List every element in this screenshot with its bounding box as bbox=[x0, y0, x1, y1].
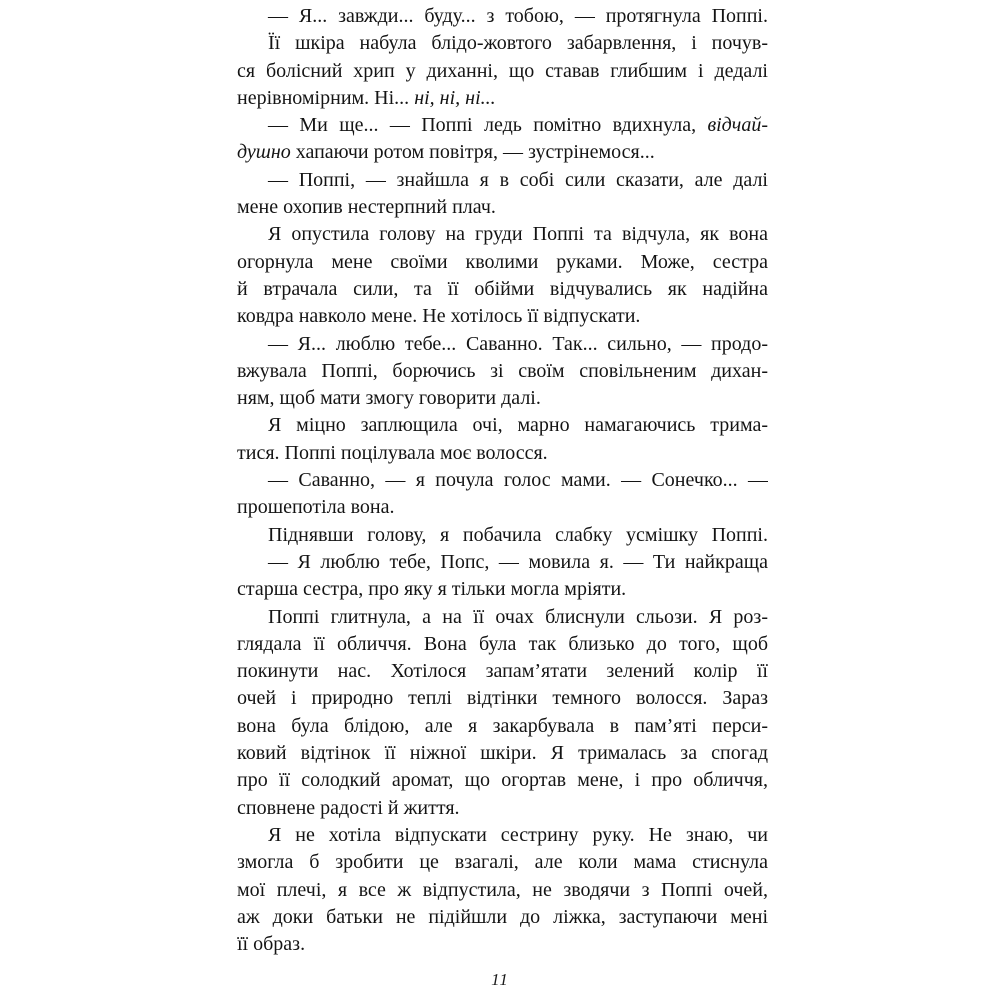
text-segment: старша сестра, про яку я тільки могла мріяти. bbox=[237, 578, 627, 601]
text-line bbox=[237, 412, 768, 439]
text-segment: ся болісний хрип у диханні, що ставав глибшим і дедалі bbox=[237, 59, 768, 82]
text-line bbox=[237, 385, 768, 412]
text-line bbox=[237, 849, 768, 876]
text-line bbox=[237, 30, 768, 57]
text-line bbox=[237, 931, 768, 958]
text-line bbox=[237, 795, 768, 822]
text-segment: Я не хотіла відпускати сестрину руку. Не знаю, чи bbox=[268, 823, 768, 846]
text-segment: Я міцно заплющила очі, марно намагаючись трима- bbox=[268, 414, 768, 437]
text-segment: змогла б зробити це взагалі, але коли мама стиснула bbox=[237, 851, 768, 874]
text-segment: про її солодкий аромат, що огортав мене, і про обличчя, bbox=[237, 769, 768, 792]
italic-text-segment: відчай- bbox=[707, 114, 768, 137]
text-segment: огорнула мене своїми кволими руками. Може, сестра bbox=[237, 250, 768, 273]
text-line bbox=[237, 85, 768, 112]
text-line bbox=[237, 522, 768, 549]
text-segment: мене охопив нестерпний плач. bbox=[237, 196, 496, 219]
text-segment: аж доки батьки не підійшли до ліжка, заступаючи мені bbox=[237, 905, 768, 928]
text-segment: глядала її обличчя. Вона була так близько до того, щоб bbox=[237, 632, 768, 655]
text-line bbox=[237, 112, 768, 139]
text-line bbox=[237, 358, 768, 385]
text-segment: мої плечі, я все ж відпустила, не зводячи з Поппі очей, bbox=[237, 878, 768, 901]
text-segment: — Я... завжди... буду... з тобою, — протягнула Поппі. bbox=[268, 5, 768, 27]
text-segment: — Ми ще... — Поппі ледь помітно вдихнула, bbox=[268, 114, 708, 137]
text-line bbox=[237, 467, 768, 494]
text-segment: нерівномірним. Ні... bbox=[237, 86, 415, 109]
italic-text-segment: ні, ні, ні... bbox=[414, 86, 496, 109]
page-number: 11 bbox=[491, 970, 509, 989]
text-segment: прошепотіла вона. bbox=[237, 496, 395, 519]
text-line bbox=[237, 877, 768, 904]
text-segment: Її шкіра набула блідо-жовтого забарвлення, і почув- bbox=[268, 32, 768, 55]
text-segment: вжувала Поппі, борючись зі своїм сповільненим дихан- bbox=[237, 359, 768, 382]
text-segment: вона була блідою, але я закарбувала в пам’яті перси- bbox=[237, 714, 768, 737]
text-line bbox=[237, 767, 768, 794]
text-segment: ковдра навколо мене. Не хотілось її відпускати. bbox=[237, 305, 641, 328]
page-text bbox=[237, 3, 768, 958]
text-segment: сповнене радості й життя. bbox=[237, 796, 460, 819]
text-segment: — Я... люблю тебе... Саванно. Так... сильно, — продо- bbox=[268, 332, 768, 355]
text-segment: Піднявши голову, я побачила слабку усмішку Поппі. bbox=[268, 523, 768, 546]
italic-text-segment: душно bbox=[237, 141, 291, 164]
text-line bbox=[237, 249, 768, 276]
text-segment: покинути нас. Хотілося запам’ятати зелений колір її bbox=[237, 660, 768, 683]
text-segment: — Я люблю тебе, Попс, — мовила я. — Ти найкраща bbox=[268, 550, 768, 573]
text-line bbox=[237, 3, 768, 30]
text-line bbox=[237, 167, 768, 194]
text-line bbox=[237, 576, 768, 603]
text-segment: — Саванно, — я почула голос мами. — Сонечко... — bbox=[268, 469, 768, 492]
text-segment: ням, щоб мати змогу говорити далі. bbox=[237, 387, 541, 410]
text-line bbox=[237, 194, 768, 221]
text-segment: хапаючи ротом повітря, — зустрінемося... bbox=[290, 141, 655, 164]
text-line bbox=[237, 303, 768, 330]
text-line bbox=[237, 740, 768, 767]
text-line bbox=[237, 221, 768, 248]
text-segment: тися. Поппі поцілувала моє волосся. bbox=[237, 441, 548, 464]
text-line bbox=[237, 631, 768, 658]
text-line bbox=[237, 713, 768, 740]
text-line bbox=[237, 440, 768, 467]
text-segment: очей і природно теплі відтінки темного волосся. Зараз bbox=[237, 687, 768, 710]
text-segment: Я опустила голову на груди Поппі та відчула, як вона bbox=[268, 223, 768, 246]
text-line bbox=[237, 494, 768, 521]
text-line bbox=[237, 331, 768, 358]
text-segment: її образ. bbox=[237, 933, 306, 956]
text-line bbox=[237, 58, 768, 85]
text-line bbox=[237, 685, 768, 712]
text-segment: Поппі глитнула, а на її очах блиснули сльози. Я роз- bbox=[268, 605, 768, 628]
text-line bbox=[237, 604, 768, 631]
text-line bbox=[237, 549, 768, 576]
text-segment: — Поппі, — знайшла я в собі сили сказати, але далі bbox=[268, 168, 768, 191]
text-segment: й втрачала сили, та її обійми відчувались як надійна bbox=[237, 277, 768, 300]
text-line bbox=[237, 822, 768, 849]
text-segment: ковий відтінок її ніжної шкіри. Я трималась за спогад bbox=[237, 742, 768, 765]
text-line bbox=[237, 139, 768, 166]
text-line bbox=[237, 904, 768, 931]
text-line bbox=[237, 658, 768, 685]
text-line bbox=[237, 276, 768, 303]
